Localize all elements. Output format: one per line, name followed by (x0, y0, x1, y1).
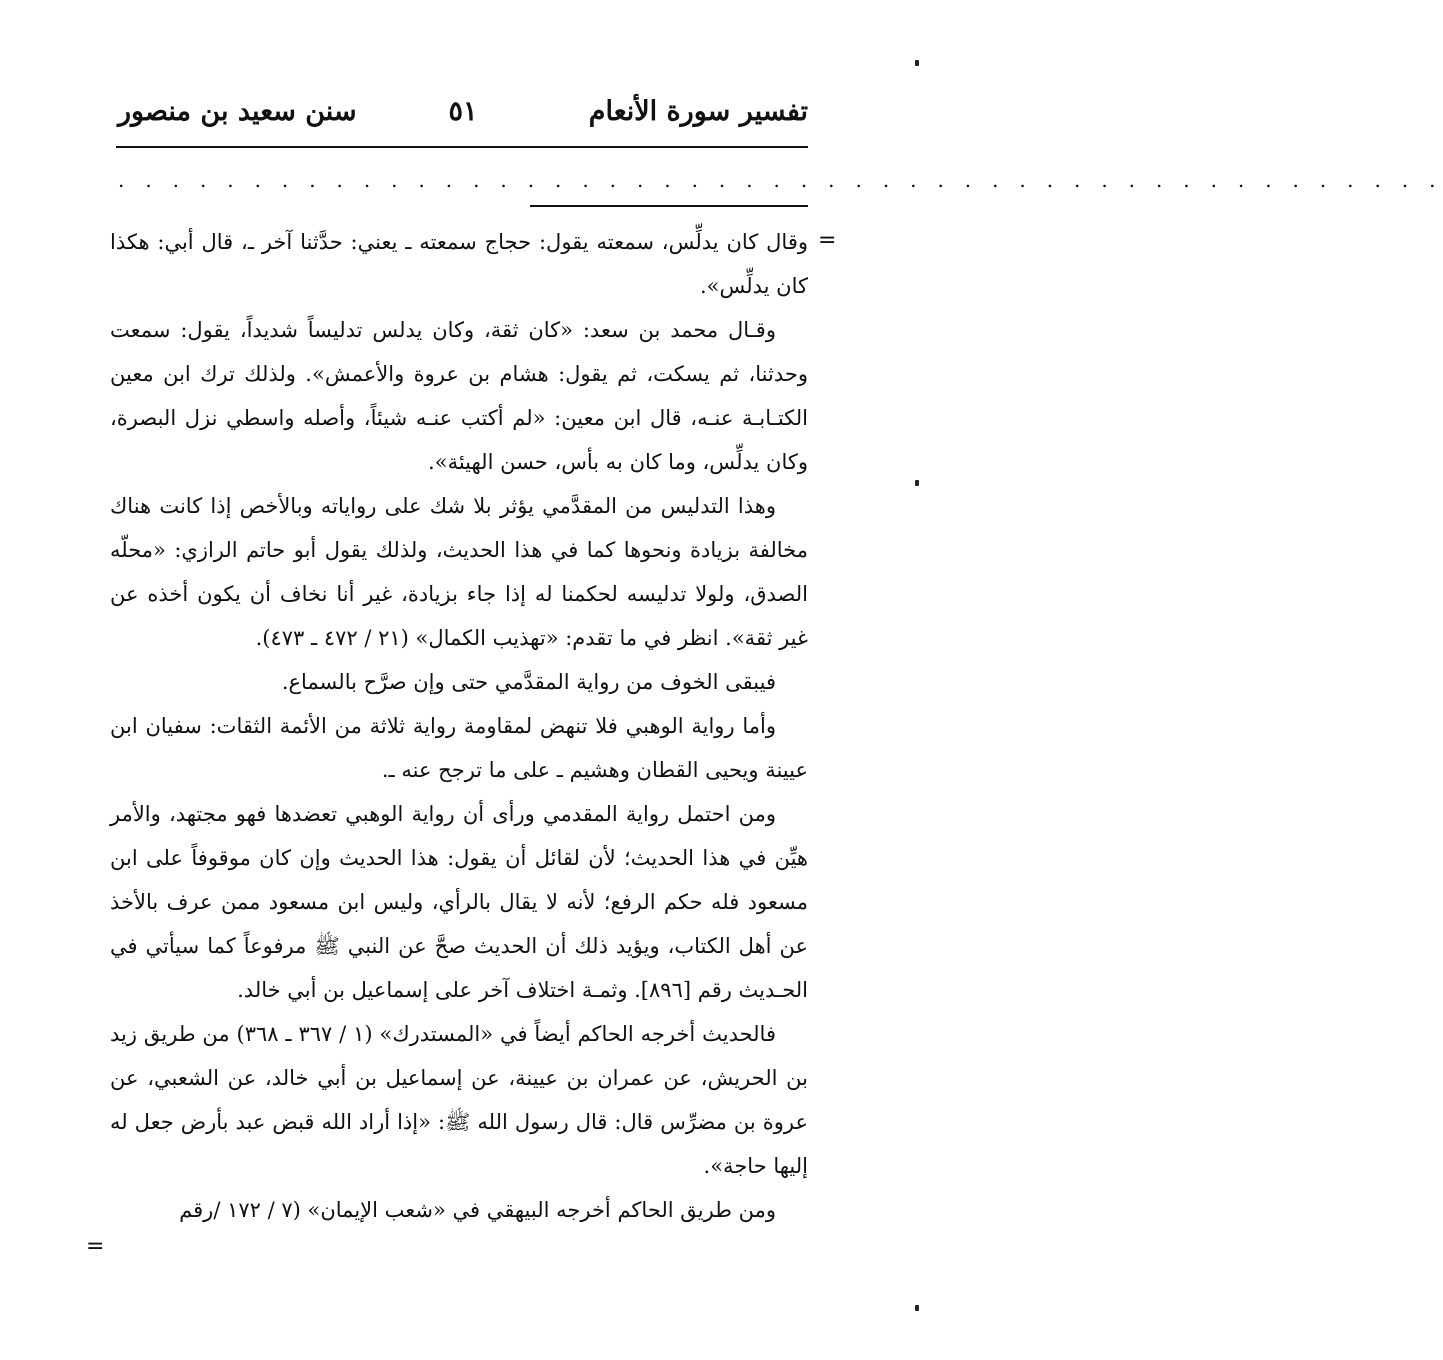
continuation-mark-bottom: = (86, 1234, 105, 1259)
paragraph: فالحديث أخرجه الحاكم أيضاً في «المستدرك» (١ / ٣٦٧ ـ ٣٦٨) من طريق زيد بن الحريش، عن عمران بن عيينة، عن إسماعيل بن أبي خالد، عن الشعبي، عن عروة بن مضرِّس قال: قال رسول الله ﷺ: «إذا أراد الله قبض عبد بأرض جعل له إليها حاجة». (110, 1022, 808, 1178)
paragraph: وأما رواية الوهبي فلا تنهض لمقاومة رواية ثلاثة من الأئمة الثقات: سفيان ابن عيينة ويحيى القطان وهشيم ـ على ما ترجح عنه ـ. (110, 714, 808, 782)
running-title-left: سنن سعيد بن منصور (118, 96, 357, 127)
paragraph: وقـال محمد بن سعد: «كان ثقة، وكان يدلس تدليساً شديداً، يقول: سمعت وحدثنا، ثم يسكت، ثم يقول: هشام بن عروة والأعمش». ولذلك ترك ابن معين الكتـابـة عنـه، قال ابن معين: «لم أكتب عنـه شيئاً، وأصله واسطي نزل البصرة، وكان يدلِّس، وما كان به بأس، حسن الهيئة». (110, 318, 808, 474)
scan-speck (915, 1305, 919, 1311)
paragraph: ومن احتمل رواية المقدمي ورأى أن رواية الوهبي تعضدها فهو مجتهد، والأمر هيِّن في هذا الحديث؛ لأن لقائل أن يقول: هذا الحديث وإن كان موقوفاً على ابن مسعود فله حكم الرفع؛ لأنه لا يقال بالرأي، وليس ابن مسعود ممن عرف بالأخذ عن أهل الكتاب، ويؤيد ذلك أن الحديث صحَّ عن النبي ﷺ مرفوعاً كما سيأتي في الحـديث رقم [٨٩٦]. وثمـة اختلاف آخر على إسماعيل بن أبي خالد. (110, 802, 808, 1002)
body-text (110, 220, 808, 1232)
header-rule (116, 146, 808, 148)
continuation-mark-top: = (818, 228, 837, 253)
page-header (118, 96, 808, 140)
scan-speck (915, 60, 919, 66)
paragraph: وقال كان يدلِّس، سمعته يقول: حجاج سمعته ـ يعني: حدَّثنا آخر ـ، قال أبي: هكذا كان يدلِّس». (110, 230, 808, 298)
paragraph: وهذا التدليس من المقدَّمي يؤثر بلا شك على رواياته وبالأخص إذا كانت هناك مخالفة بزيادة ونحوها كما في هذا الحديث، ولذلك يقول أبو حاتم الرازي: «محلّه الصدق، ولولا تدليسه لحكمنا له إذا جاء بزيادة، غير أنا نخاف أن يكون أخذه عن غير ثقة». انظر في ما تقدم: «تهذيب الكمال» (٢١ / ٤٧٢ ـ ٤٧٣). (110, 494, 808, 650)
paragraph: ومن طريق الحاكم أخرجه البيهقي في «شعب الإيمان» (٧ / ١٧٢ /رقم (179, 1198, 776, 1222)
scan-speck (915, 480, 919, 486)
dotted-separator: . . . . . . . . . . . . . . . . . . . . . . . . . . . . . . . . . . . . . . . . . . . . . . . . . (118, 168, 1443, 192)
footnote-rule (530, 205, 808, 207)
running-title-right: تفسير سورة الأنعام (588, 96, 808, 127)
paragraph: فيبقى الخوف من رواية المقدَّمي حتى وإن صرَّح بالسماع. (281, 670, 776, 694)
page-number: ٥١ (448, 96, 478, 127)
